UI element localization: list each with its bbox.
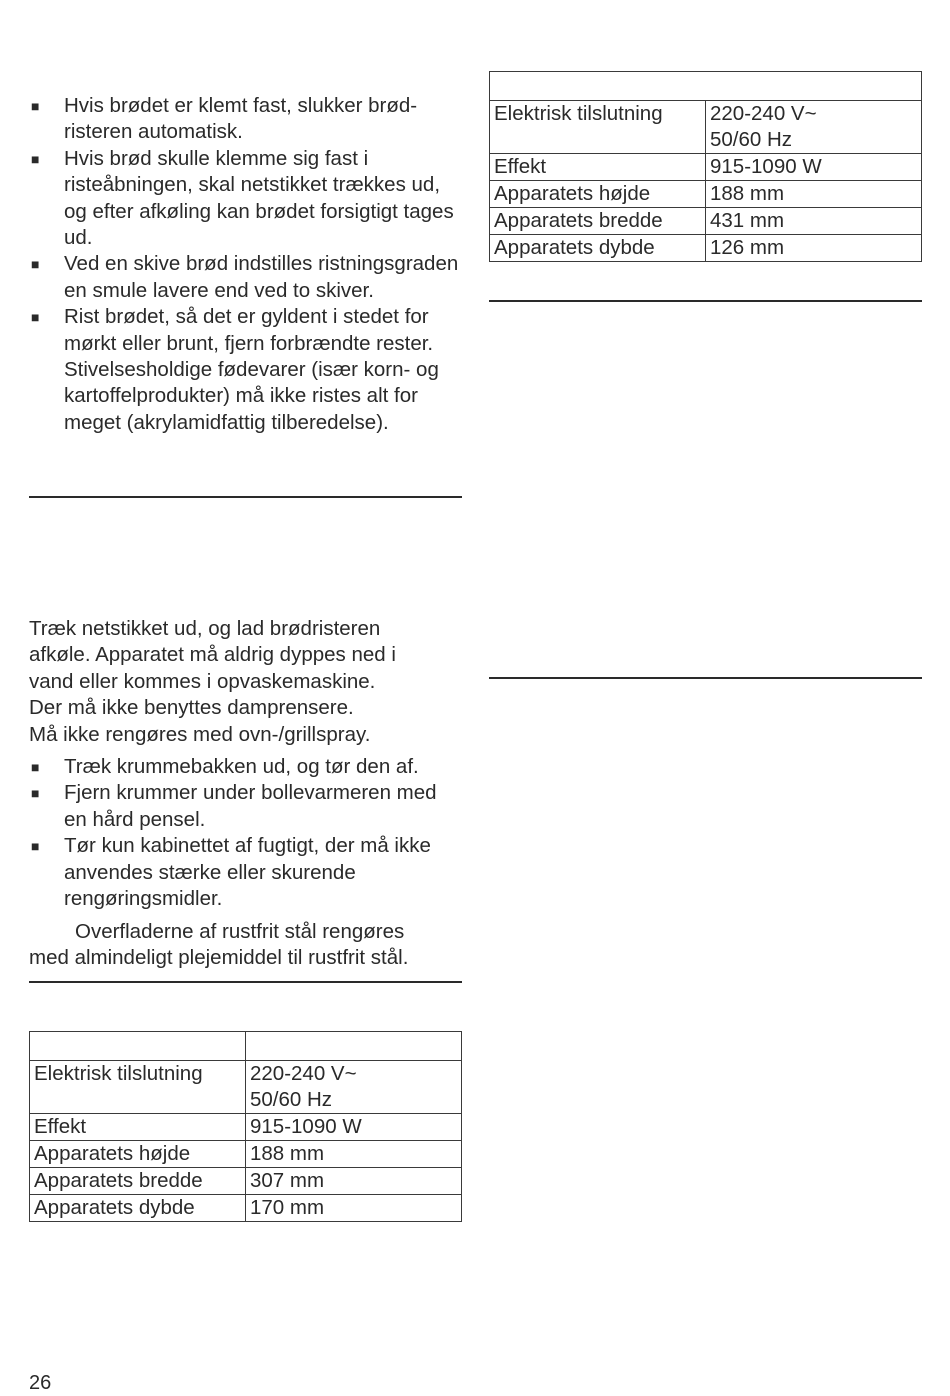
- spec-value-line: 220-240 V~: [250, 1062, 357, 1085]
- spec-value-line: 220-240 V~: [710, 102, 817, 125]
- spec-label: Effekt: [490, 154, 706, 181]
- table-cell: [246, 1032, 462, 1061]
- spec-label: Apparatets dybde: [490, 235, 706, 262]
- list-item: [29, 754, 462, 780]
- page-number: 26: [29, 1372, 52, 1394]
- cleaning-step-text: Fjern krummer under bollevarmeren med en hård pensel.: [64, 781, 437, 831]
- table-cell: [30, 1032, 246, 1061]
- cleaning-intro-line: afkøle. Apparatet må aldrig dyppes ned i: [29, 643, 396, 667]
- square-bullet-icon: ■: [31, 309, 40, 326]
- spec-value: 915-1090 W: [246, 1114, 462, 1141]
- spec-label: Elektrisk tilslutning: [30, 1061, 246, 1114]
- list-item: [29, 251, 462, 304]
- spec-value: 170 mm: [246, 1195, 462, 1222]
- table-row: [490, 235, 922, 262]
- list-item: [29, 833, 462, 912]
- cleaning-note-line: Overfladerne af rustfrit stål rengøres: [75, 920, 405, 943]
- table-row: [30, 1141, 462, 1168]
- cleaning-intro-line: Må ikke rengøres med ovn-/grillspray.: [29, 722, 371, 746]
- spec-label: Apparatets højde: [30, 1141, 246, 1168]
- spec-label: Elektrisk tilslutning: [490, 101, 706, 154]
- tip-text: Rist brødet, så det er gyldent i stedet for mørkt eller brunt, fjern forbrændte rester. Stivelsesholdige fødevarer (især korn- og kartoffelprodukter) må ikke ristes alt for meget (akrylamidfattig tilberedelse).: [64, 305, 439, 434]
- section-divider: [489, 300, 922, 302]
- spec-value-line: 50/60 Hz: [250, 1088, 333, 1111]
- square-bullet-icon: ■: [31, 785, 40, 802]
- list-item: [29, 304, 462, 436]
- table-row: [30, 1061, 462, 1114]
- spec-table-right: [489, 71, 922, 262]
- spec-value: [706, 101, 922, 154]
- cleaning-intro: [29, 616, 462, 748]
- tip-text: Hvis brød skulle klemme sig fast i risteåbningen, skal netstikket trækkes ud, og efter afkøling kan brødet forsigtigt tages ud.: [64, 146, 454, 250]
- spec-label: Apparatets dybde: [30, 1195, 246, 1222]
- spec-value: 126 mm: [706, 235, 922, 262]
- cleaning-intro-line: Der må ikke benyttes damprensere.: [29, 696, 354, 720]
- table-row: [490, 154, 922, 181]
- cleaning-intro-line: Træk netstikket ud, og lad brødristeren: [29, 617, 381, 640]
- spec-value-line: 50/60 Hz: [710, 128, 793, 151]
- square-bullet-icon: ■: [31, 256, 40, 273]
- square-bullet-icon: ■: [31, 759, 40, 775]
- spec-value: 188 mm: [246, 1141, 462, 1168]
- list-item: [29, 780, 462, 833]
- spec-value: 915-1090 W: [706, 154, 922, 181]
- table-header-row: [30, 1032, 462, 1061]
- spec-value: 431 mm: [706, 208, 922, 235]
- square-bullet-icon: ■: [31, 838, 40, 855]
- cleaning-step-text: Tør kun kabinettet af fugtigt, der må ikke anvendes stærke eller skurende rengøringsmidler.: [64, 834, 431, 911]
- section-divider: [29, 981, 462, 983]
- spec-label: Apparatets bredde: [490, 208, 706, 235]
- table-cell: [490, 72, 706, 101]
- list-item: [29, 146, 462, 252]
- square-bullet-icon: ■: [31, 150, 40, 167]
- cleaning-steps-list: [29, 754, 462, 912]
- table-row: [490, 101, 922, 154]
- table-row: [30, 1195, 462, 1222]
- cleaning-note: [29, 919, 462, 972]
- cleaning-step-text: Træk krummebakken ud, og tør den af.: [64, 755, 419, 778]
- spec-value: [246, 1061, 462, 1114]
- section-divider: [489, 677, 922, 679]
- spec-label: Effekt: [30, 1114, 246, 1141]
- list-item: [29, 93, 462, 146]
- spec-value: 188 mm: [706, 181, 922, 208]
- table-row: [490, 181, 922, 208]
- table-row: [30, 1168, 462, 1195]
- spec-value: 307 mm: [246, 1168, 462, 1195]
- square-bullet-icon: ■: [31, 98, 40, 114]
- table-row: [30, 1114, 462, 1141]
- tip-text: Ved en skive brød indstilles ristningsgraden en smule lavere end ved to skiver.: [64, 252, 459, 302]
- spec-table-left: [29, 1031, 462, 1222]
- table-cell: [706, 72, 922, 101]
- table-row: [490, 208, 922, 235]
- table-header-row: [490, 72, 922, 101]
- section-divider: [29, 496, 462, 498]
- cleaning-intro-line: vand eller kommes i opvaskemaskine.: [29, 669, 376, 693]
- tip-text: Hvis brødet er klemt fast, slukker brød-risteren automatisk.: [64, 94, 418, 144]
- spec-label: Apparatets bredde: [30, 1168, 246, 1195]
- cleaning-note-line: med almindeligt plejemiddel til rustfrit stål.: [29, 946, 409, 970]
- spec-label: Apparatets højde: [490, 181, 706, 208]
- tips-list: [29, 93, 462, 436]
